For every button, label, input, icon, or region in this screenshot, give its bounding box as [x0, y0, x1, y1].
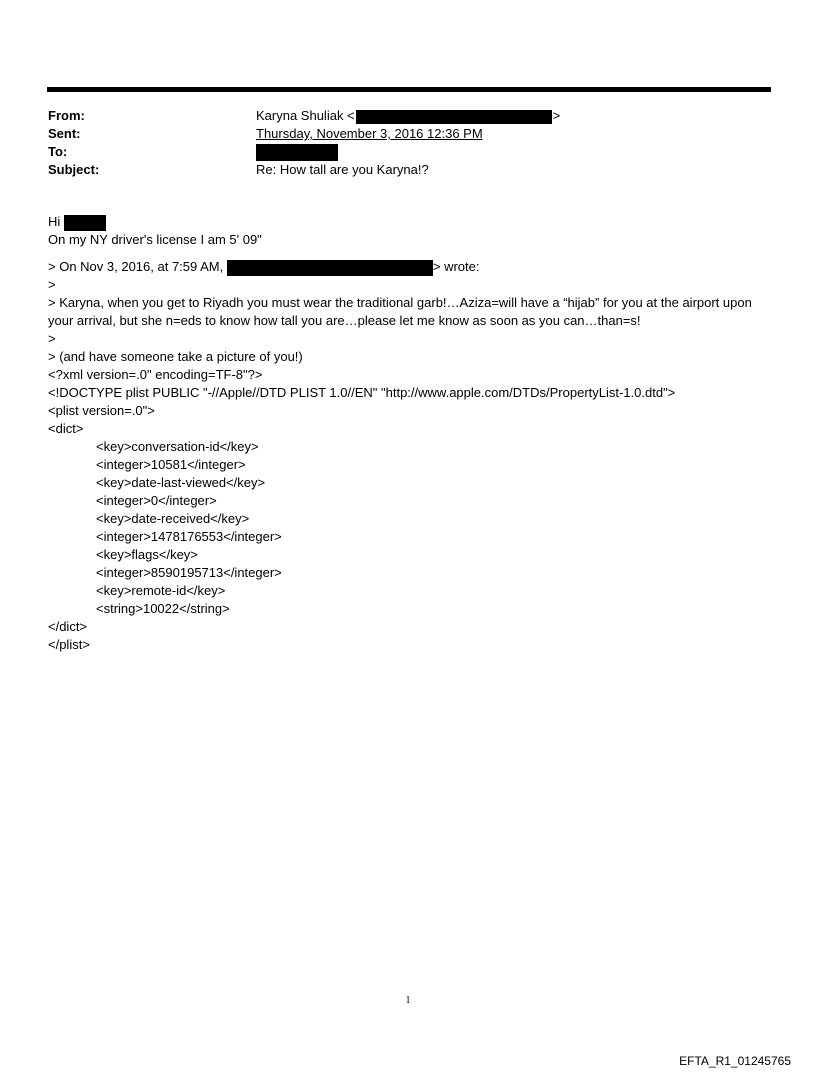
document-id: EFTA_R1_01245765 [679, 1054, 791, 1068]
to-label: To: [48, 144, 68, 159]
xml-dict-line: <string>10022</string> [96, 601, 230, 616]
quote-intro-suffix: > wrote: [432, 259, 480, 274]
xml-line: <plist version=.0"> [48, 403, 155, 418]
greeting-text: Hi [48, 214, 64, 229]
body-line: On my NY driver's license I am 5' 09" [48, 232, 262, 247]
page-number: 1 [405, 995, 411, 1006]
xml-dict-line: <key>date-last-viewed</key> [96, 475, 266, 490]
redaction-block [64, 215, 106, 231]
xml-dict-line: <key>flags</key> [96, 547, 198, 562]
quote-line: > (and have someone take a picture of you!) [48, 349, 303, 364]
quote-line: > Karyna, when you get to Riyadh you must wear the traditional garb!…Aziza=will have a “hijab” for you at the airport upon your arrival, but she n=eds to know how tall you are…please let me know as soon as you can…than=s! [48, 295, 752, 328]
header-rule [47, 87, 771, 92]
sent-label: Sent: [48, 126, 81, 141]
xml-dict-line: <key>remote-id</key> [96, 583, 226, 598]
spacer [48, 249, 768, 258]
quote-line: > [48, 277, 56, 292]
redaction-block [256, 144, 338, 161]
xml-dict-line: <key>date-received</key> [96, 511, 250, 526]
subject-label: Subject: [48, 162, 100, 177]
from-label: From: [48, 108, 85, 123]
xml-line: <!DOCTYPE plist PUBLIC "-//Apple//DTD PLIST 1.0//EN" "http://www.apple.com/DTDs/PropertyList-1.0.dtd"> [48, 385, 676, 400]
xml-line: </plist> [48, 637, 90, 652]
quote-intro-line [48, 258, 768, 276]
quote-line: > [48, 331, 56, 346]
xml-dict-line: <integer>0</integer> [96, 493, 217, 508]
xml-line: </dict> [48, 619, 88, 634]
greeting-line [48, 213, 768, 231]
xml-line: <?xml version=.0" encoding=TF-8"?> [48, 367, 263, 382]
xml-dict-line: <integer>8590195713</integer> [96, 565, 282, 580]
xml-dict-line: <key>conversation-id</key> [96, 439, 259, 454]
quote-intro-prefix: > On Nov 3, 2016, at 7:59 AM, [48, 259, 227, 274]
from-value [256, 107, 560, 125]
redaction-block [356, 110, 552, 124]
to-value [256, 143, 338, 161]
subject-value: Re: How tall are you Karyna!? [256, 162, 429, 177]
sent-value: Thursday, November 3, 2016 12:36 PM [256, 126, 483, 141]
email-body [48, 213, 768, 654]
xml-line: <dict> [48, 421, 84, 436]
sender-suffix: > [552, 108, 561, 123]
xml-dict-line: <integer>1478176553</integer> [96, 529, 282, 544]
xml-dict-line: <integer>10581</integer> [96, 457, 246, 472]
sender-name: Karyna Shuliak < [256, 108, 355, 123]
redaction-block [227, 260, 433, 276]
